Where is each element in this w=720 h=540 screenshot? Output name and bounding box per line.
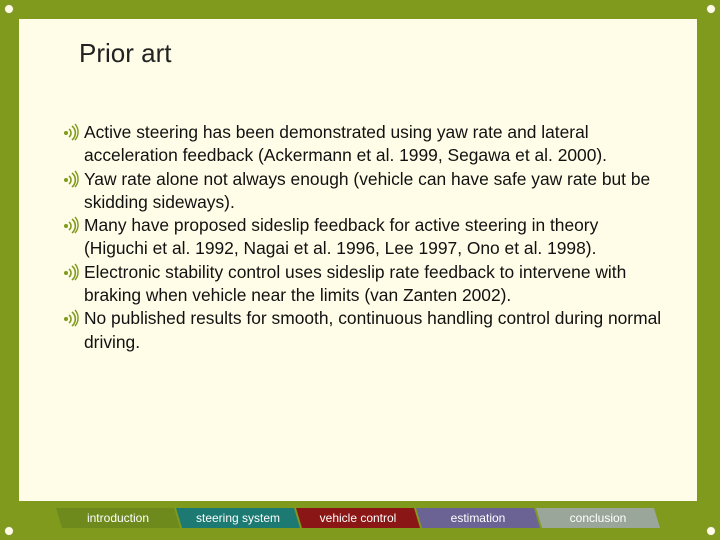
- tab-label: conclusion: [569, 511, 627, 525]
- bullet-item: [63, 121, 663, 168]
- corner-dot-top-left: [4, 4, 14, 14]
- corner-dot-bottom-left: [4, 526, 14, 536]
- bullet-item: [63, 214, 663, 261]
- tab-label: vehicle control: [319, 511, 397, 525]
- wifi-signal-icon: [63, 123, 79, 141]
- bullet-text: Electronic stability control uses sideslip rate feedback to intervene with braking when vehicle near the limits (van Zanten 2002).: [84, 261, 627, 306]
- section-nav-bar: [56, 508, 662, 528]
- tab-steering-system[interactable]: [176, 508, 300, 528]
- wifi-signal-icon: [63, 216, 79, 234]
- corner-dot-top-right: [706, 4, 716, 14]
- bullet-text: No published results for smooth, continuous handling control during normal driving.: [84, 308, 662, 352]
- bullet-text: Many have proposed sideslip feedback for active steering in theory (Higuchi et al. 1992, Nagai et al. 1996, Lee 1997, Ono et al. 1998).: [84, 215, 599, 259]
- tab-estimation[interactable]: [416, 508, 540, 528]
- tab-vehicle-control[interactable]: [296, 508, 420, 528]
- tab-label: estimation: [450, 511, 506, 525]
- slide-title: Prior art: [79, 38, 172, 68]
- wifi-signal-icon: [63, 309, 79, 327]
- tab-label: introduction: [86, 511, 150, 525]
- wifi-signal-icon: [63, 170, 79, 188]
- tab-introduction[interactable]: [56, 508, 180, 528]
- bullet-text: Yaw rate alone not always enough (vehicle can have safe yaw rate but be skidding sideways).: [84, 168, 651, 212]
- tab-conclusion[interactable]: [536, 508, 660, 528]
- bullet-text: Active steering has been demonstrated using yaw rate and lateral acceleration feedback (Ackermann et al. 1999, Segawa et al. 2000).: [84, 122, 608, 166]
- bullet-item: [63, 261, 663, 308]
- bullet-item: [63, 307, 663, 354]
- bullet-list: [63, 121, 663, 354]
- bullet-item: [63, 168, 663, 215]
- tab-label: steering system: [195, 511, 281, 525]
- corner-dot-bottom-right: [706, 526, 716, 536]
- wifi-signal-icon: [63, 263, 79, 281]
